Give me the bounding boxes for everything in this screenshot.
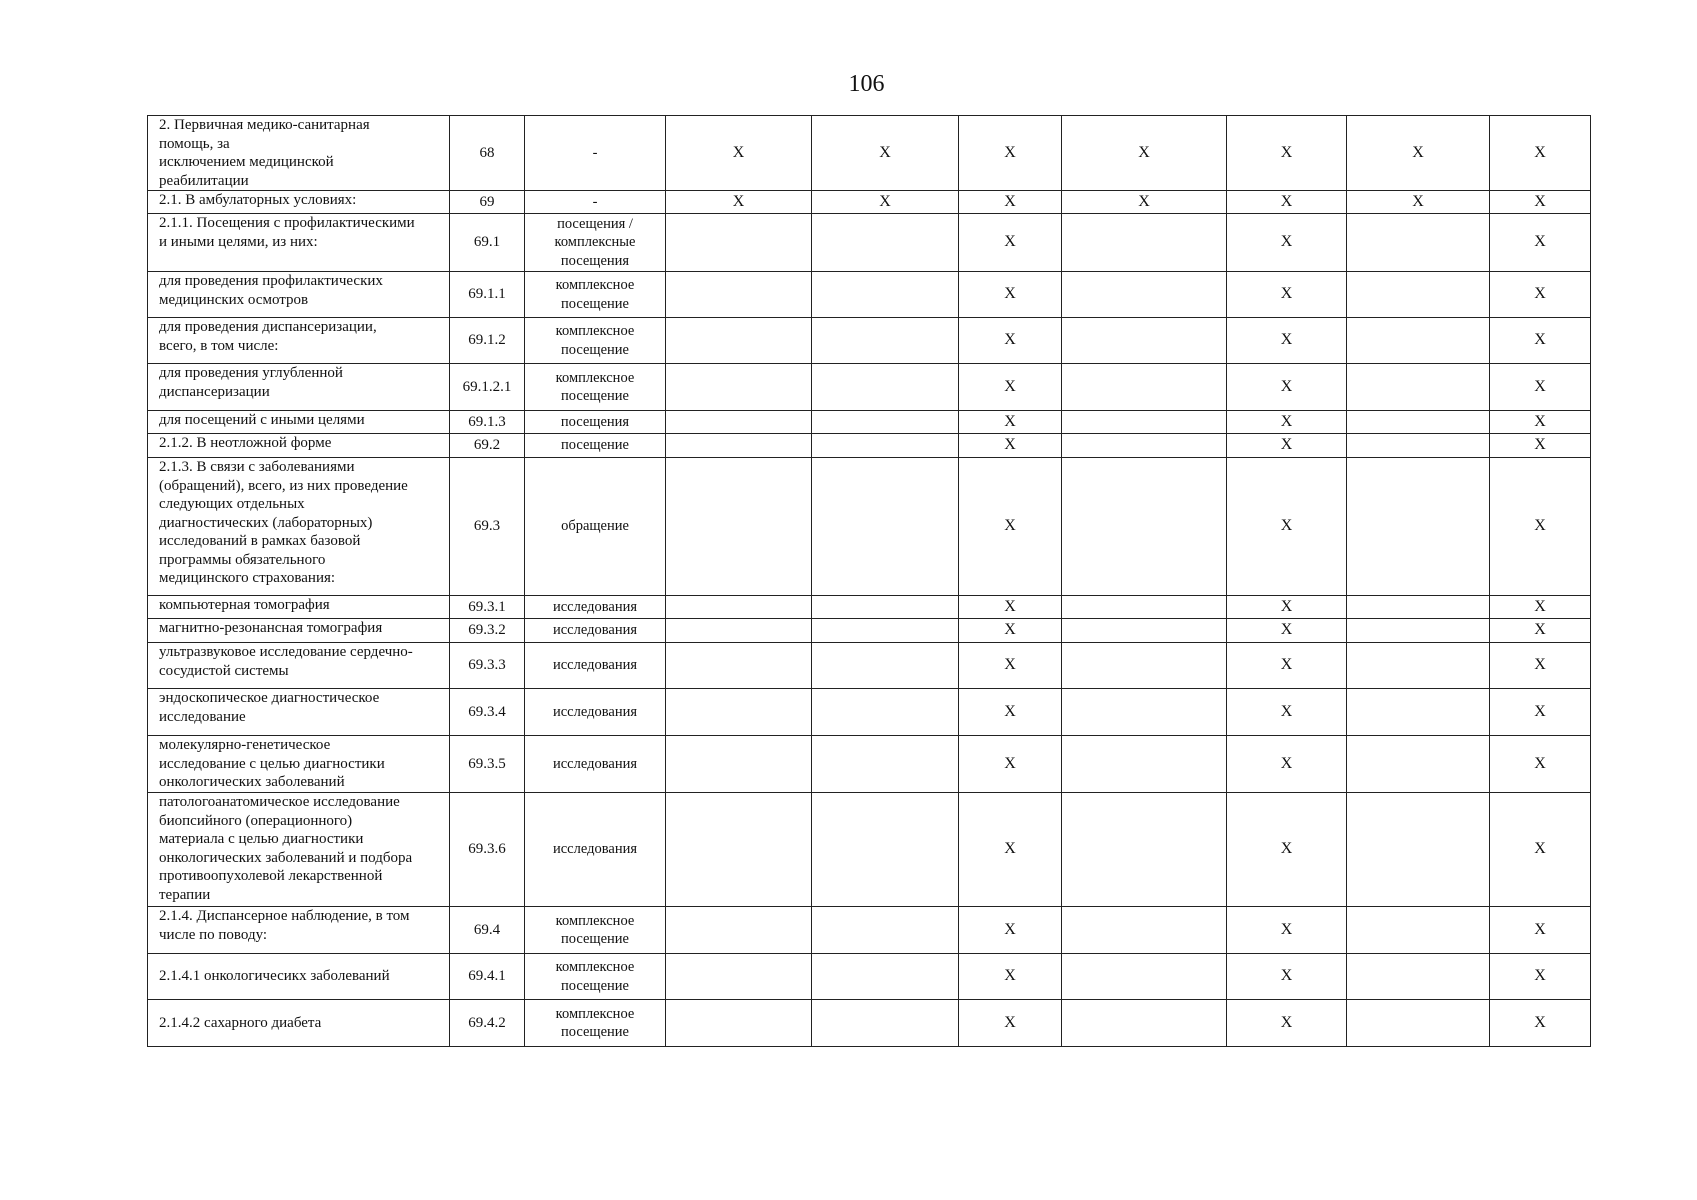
value-cell: Х bbox=[1227, 318, 1347, 364]
value-cell bbox=[812, 736, 959, 793]
value-cell: Х bbox=[1227, 643, 1347, 689]
value-cell bbox=[1062, 214, 1227, 272]
value-cell bbox=[666, 689, 812, 736]
value-cell bbox=[1347, 272, 1490, 318]
value-cell: Х bbox=[1490, 619, 1591, 643]
value-cell bbox=[812, 619, 959, 643]
value-cell bbox=[812, 318, 959, 364]
table-row bbox=[148, 272, 1591, 318]
value-cell: Х bbox=[959, 191, 1062, 214]
value-cell bbox=[1062, 458, 1227, 596]
value-cell: Х bbox=[959, 364, 1062, 411]
value-cell: Х bbox=[1227, 458, 1347, 596]
value-cell bbox=[1347, 954, 1490, 1000]
table-row bbox=[148, 619, 1591, 643]
value-cell: Х bbox=[1490, 411, 1591, 434]
value-cell: Х bbox=[1227, 907, 1347, 954]
value-cell: Х bbox=[1227, 1000, 1347, 1047]
row-unit-cell: исследования bbox=[525, 619, 666, 643]
value-cell bbox=[666, 907, 812, 954]
value-cell bbox=[1347, 364, 1490, 411]
value-cell bbox=[1062, 643, 1227, 689]
row-name-cell: для проведения профилактических медицинских осмотров bbox=[148, 272, 450, 318]
row-code-cell: 69.3.5 bbox=[450, 736, 525, 793]
value-cell bbox=[1347, 318, 1490, 364]
value-cell bbox=[812, 596, 959, 619]
row-unit-cell: комплексное посещение bbox=[525, 318, 666, 364]
value-cell bbox=[666, 736, 812, 793]
value-cell bbox=[1347, 793, 1490, 907]
table-row bbox=[148, 793, 1591, 907]
value-cell bbox=[812, 411, 959, 434]
value-cell: Х bbox=[959, 116, 1062, 191]
value-cell bbox=[666, 596, 812, 619]
row-unit-cell: комплексное посещение bbox=[525, 272, 666, 318]
value-cell bbox=[812, 364, 959, 411]
value-cell: Х bbox=[959, 596, 1062, 619]
row-name-cell: 2.1.2. В неотложной форме bbox=[148, 434, 450, 458]
value-cell bbox=[1062, 1000, 1227, 1047]
row-code-cell: 69.3.2 bbox=[450, 619, 525, 643]
value-cell: Х bbox=[959, 214, 1062, 272]
value-cell bbox=[1062, 364, 1227, 411]
value-cell: Х bbox=[812, 191, 959, 214]
row-name-cell: молекулярно-генетическое исследование с целью диагностики онкологических заболеваний bbox=[148, 736, 450, 793]
value-cell bbox=[666, 458, 812, 596]
value-cell bbox=[1062, 907, 1227, 954]
row-unit-cell: исследования bbox=[525, 689, 666, 736]
value-cell: Х bbox=[1490, 364, 1591, 411]
table-row bbox=[148, 116, 1591, 191]
value-cell: Х bbox=[812, 116, 959, 191]
row-unit-cell: комплексное посещение bbox=[525, 954, 666, 1000]
value-cell bbox=[1347, 736, 1490, 793]
table-row bbox=[148, 596, 1591, 619]
value-cell bbox=[812, 793, 959, 907]
data-table bbox=[147, 115, 1591, 1047]
row-name-cell: для посещений с иными целями bbox=[148, 411, 450, 434]
row-code-cell: 69.4.1 bbox=[450, 954, 525, 1000]
page-number: 106 bbox=[848, 71, 885, 97]
value-cell: Х bbox=[1490, 954, 1591, 1000]
table-row bbox=[148, 364, 1591, 411]
row-name-cell: магнитно-резонансная томография bbox=[148, 619, 450, 643]
value-cell bbox=[666, 643, 812, 689]
value-cell: Х bbox=[1490, 596, 1591, 619]
row-code-cell: 69.3.4 bbox=[450, 689, 525, 736]
table-row bbox=[148, 736, 1591, 793]
row-code-cell: 69.1.2 bbox=[450, 318, 525, 364]
table-row bbox=[148, 214, 1591, 272]
value-cell: Х bbox=[1347, 191, 1490, 214]
row-name-cell: 2.1.4. Диспансерное наблюдение, в том числе по поводу: bbox=[148, 907, 450, 954]
table-row bbox=[148, 954, 1591, 1000]
row-name-cell: для проведения диспансеризации, всего, в том числе: bbox=[148, 318, 450, 364]
value-cell bbox=[1347, 619, 1490, 643]
value-cell: Х bbox=[959, 689, 1062, 736]
row-code-cell: 68 bbox=[450, 116, 525, 191]
value-cell bbox=[812, 954, 959, 1000]
value-cell: Х bbox=[1490, 736, 1591, 793]
value-cell: Х bbox=[1227, 191, 1347, 214]
value-cell bbox=[812, 643, 959, 689]
value-cell bbox=[666, 411, 812, 434]
table-row bbox=[148, 434, 1591, 458]
value-cell: Х bbox=[1062, 116, 1227, 191]
value-cell bbox=[1347, 214, 1490, 272]
value-cell bbox=[666, 793, 812, 907]
row-name-cell: 2.1. В амбулаторных условиях: bbox=[148, 191, 450, 214]
value-cell: Х bbox=[1490, 272, 1591, 318]
value-cell: Х bbox=[1227, 434, 1347, 458]
value-cell bbox=[1062, 954, 1227, 1000]
value-cell: Х bbox=[1227, 954, 1347, 1000]
value-cell: Х bbox=[1347, 116, 1490, 191]
row-code-cell: 69.3 bbox=[450, 458, 525, 596]
row-unit-cell: посещения / комплексные посещения bbox=[525, 214, 666, 272]
row-code-cell: 69.1.2.1 bbox=[450, 364, 525, 411]
value-cell: Х bbox=[1227, 411, 1347, 434]
row-code-cell: 69.1 bbox=[450, 214, 525, 272]
value-cell bbox=[812, 907, 959, 954]
value-cell bbox=[1062, 619, 1227, 643]
row-code-cell: 69.4.2 bbox=[450, 1000, 525, 1047]
value-cell: Х bbox=[959, 434, 1062, 458]
row-code-cell: 69.3.1 bbox=[450, 596, 525, 619]
table-row bbox=[148, 907, 1591, 954]
row-unit-cell: посещение bbox=[525, 434, 666, 458]
row-name-cell: 2.1.3. В связи с заболеваниями (обращений), всего, из них проведение следующих отдельных диагностических (лабораторных) исследований в рамках базовой программы обязательного медицинского страхования: bbox=[148, 458, 450, 596]
value-cell: Х bbox=[1227, 214, 1347, 272]
value-cell bbox=[1347, 689, 1490, 736]
value-cell: Х bbox=[1227, 364, 1347, 411]
row-code-cell: 69.4 bbox=[450, 907, 525, 954]
row-code-cell: 69.2 bbox=[450, 434, 525, 458]
value-cell: Х bbox=[959, 793, 1062, 907]
value-cell bbox=[666, 272, 812, 318]
value-cell: Х bbox=[959, 272, 1062, 318]
value-cell bbox=[1062, 318, 1227, 364]
value-cell bbox=[1347, 411, 1490, 434]
row-name-cell: компьютерная томография bbox=[148, 596, 450, 619]
row-code-cell: 69 bbox=[450, 191, 525, 214]
value-cell: Х bbox=[959, 954, 1062, 1000]
value-cell bbox=[1062, 793, 1227, 907]
value-cell bbox=[1347, 434, 1490, 458]
value-cell: Х bbox=[666, 116, 812, 191]
row-unit-cell: обращение bbox=[525, 458, 666, 596]
row-unit-cell: посещения bbox=[525, 411, 666, 434]
value-cell: Х bbox=[1490, 1000, 1591, 1047]
value-cell: Х bbox=[959, 736, 1062, 793]
value-cell: Х bbox=[1227, 689, 1347, 736]
value-cell: Х bbox=[1227, 596, 1347, 619]
row-name-cell: эндоскопическое диагностическое исследование bbox=[148, 689, 450, 736]
value-cell bbox=[1062, 272, 1227, 318]
value-cell bbox=[1347, 596, 1490, 619]
value-cell: Х bbox=[1490, 643, 1591, 689]
value-cell bbox=[1062, 736, 1227, 793]
table-row bbox=[148, 643, 1591, 689]
value-cell bbox=[812, 272, 959, 318]
value-cell bbox=[666, 1000, 812, 1047]
value-cell: Х bbox=[959, 411, 1062, 434]
value-cell: Х bbox=[959, 318, 1062, 364]
value-cell: Х bbox=[1227, 736, 1347, 793]
row-unit-cell: исследования bbox=[525, 736, 666, 793]
value-cell: Х bbox=[1490, 191, 1591, 214]
value-cell: Х bbox=[1062, 191, 1227, 214]
row-name-cell: для проведения углубленной диспансеризации bbox=[148, 364, 450, 411]
value-cell: Х bbox=[1227, 619, 1347, 643]
value-cell bbox=[812, 689, 959, 736]
value-cell bbox=[1062, 596, 1227, 619]
value-cell bbox=[666, 214, 812, 272]
value-cell: Х bbox=[1490, 434, 1591, 458]
table-body bbox=[148, 116, 1591, 1047]
value-cell bbox=[666, 318, 812, 364]
table-row bbox=[148, 1000, 1591, 1047]
table-row bbox=[148, 411, 1591, 434]
row-name-cell: 2.1.4.2 сахарного диабета bbox=[148, 1000, 450, 1047]
table-row bbox=[148, 689, 1591, 736]
value-cell bbox=[1347, 643, 1490, 689]
value-cell bbox=[812, 458, 959, 596]
value-cell: Х bbox=[959, 907, 1062, 954]
row-unit-cell: - bbox=[525, 191, 666, 214]
value-cell bbox=[1347, 1000, 1490, 1047]
row-unit-cell: комплексное посещение bbox=[525, 364, 666, 411]
row-code-cell: 69.1.3 bbox=[450, 411, 525, 434]
value-cell bbox=[1062, 434, 1227, 458]
row-name-cell: 2. Первичная медико-санитарная помощь, за исключением медицинской реабилитации bbox=[148, 116, 450, 191]
value-cell bbox=[666, 434, 812, 458]
value-cell bbox=[666, 619, 812, 643]
value-cell bbox=[812, 214, 959, 272]
value-cell: Х bbox=[1227, 116, 1347, 191]
row-code-cell: 69.3.6 bbox=[450, 793, 525, 907]
value-cell bbox=[1062, 411, 1227, 434]
value-cell bbox=[1347, 907, 1490, 954]
value-cell bbox=[666, 954, 812, 1000]
table-row bbox=[148, 318, 1591, 364]
value-cell: Х bbox=[1490, 214, 1591, 272]
value-cell: Х bbox=[959, 643, 1062, 689]
row-name-cell: ультразвуковое исследование сердечно- сосудистой системы bbox=[148, 643, 450, 689]
row-unit-cell: исследования bbox=[525, 793, 666, 907]
value-cell: Х bbox=[959, 1000, 1062, 1047]
row-code-cell: 69.3.3 bbox=[450, 643, 525, 689]
value-cell: Х bbox=[959, 619, 1062, 643]
value-cell bbox=[1347, 458, 1490, 596]
value-cell: Х bbox=[666, 191, 812, 214]
value-cell: Х bbox=[1490, 689, 1591, 736]
value-cell: Х bbox=[1490, 907, 1591, 954]
value-cell bbox=[812, 1000, 959, 1047]
value-cell: Х bbox=[1227, 793, 1347, 907]
row-unit-cell: исследования bbox=[525, 596, 666, 619]
value-cell bbox=[812, 434, 959, 458]
value-cell: Х bbox=[1490, 116, 1591, 191]
row-unit-cell: комплексное посещение bbox=[525, 1000, 666, 1047]
value-cell bbox=[666, 364, 812, 411]
value-cell: Х bbox=[959, 458, 1062, 596]
value-cell: Х bbox=[1490, 318, 1591, 364]
row-unit-cell: комплексное посещение bbox=[525, 907, 666, 954]
value-cell: Х bbox=[1490, 458, 1591, 596]
table-row bbox=[148, 191, 1591, 214]
row-unit-cell: - bbox=[525, 116, 666, 191]
value-cell: Х bbox=[1490, 793, 1591, 907]
table-row bbox=[148, 458, 1591, 596]
row-code-cell: 69.1.1 bbox=[450, 272, 525, 318]
row-name-cell: патологоанатомическое исследование биопсийного (операционного) материала с целью диагностики онкологических заболеваний и подбора противоопухолевой лекарственной терапии bbox=[148, 793, 450, 907]
row-name-cell: 2.1.1. Посещения с профилактическими и иными целями, из них: bbox=[148, 214, 450, 272]
value-cell bbox=[1062, 689, 1227, 736]
row-name-cell: 2.1.4.1 онкологичесикх заболеваний bbox=[148, 954, 450, 1000]
value-cell: Х bbox=[1227, 272, 1347, 318]
row-unit-cell: исследования bbox=[525, 643, 666, 689]
